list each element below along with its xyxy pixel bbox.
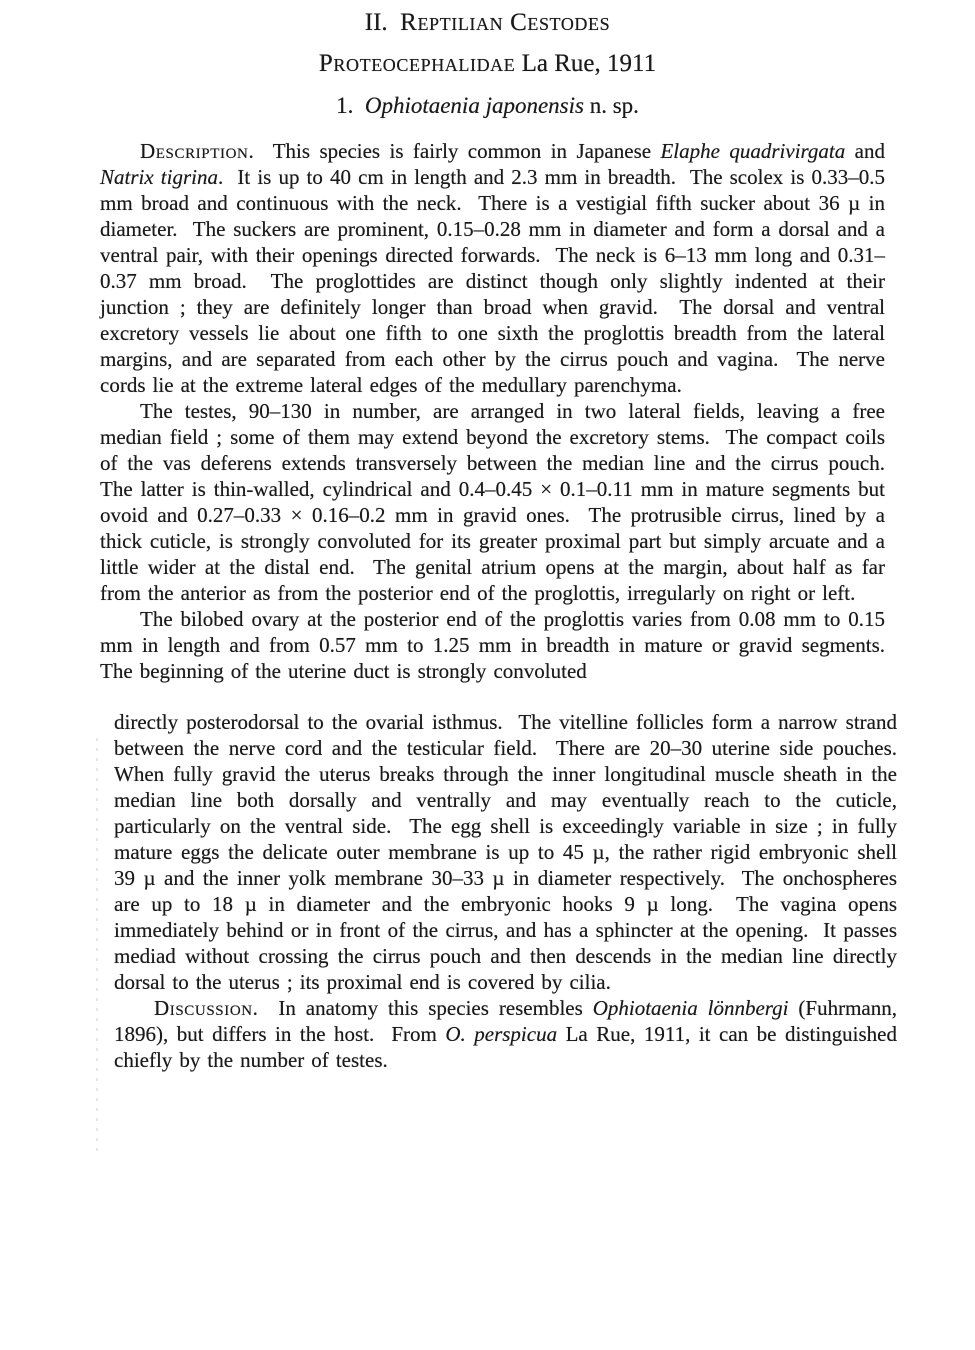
paragraph-ovary: The bilobed ovary at the posterior end of the proglottis varies from 0.08 mm to 0.15 mm in length and from 0.57 mm to 1.25 mm in breadth in mature or gravid segments. The beginning of the uterine duct is strongly convoluted: [100, 607, 900, 683]
text-block-upper: [100, 138, 900, 684]
paragraph-vitelline: directly posterodorsal to the ovarial isthmus. The vitelline follicles form a narrow strand between the nerve cord and the testicular field. There are 20–30 uterine side pouches. When fully gravid the uterus breaks through the inner longitudinal muscle sheath in the median line both dorsally and ventrally and may eventually reach to the cuticle, particularly on the ventral side. The egg shell is exceedingly variable in size ; in fully mature eggs the delicate outer membrane is up to 45 µ, the rather rigid embryonic shell 39 µ and the inner yolk membrane 30–33 µ in diameter respectively. The onchospheres are up to 18 µ in diameter and the embryonic hooks 9 µ long. The vagina opens immediately behind or in front of the cirrus, and has a sphincter at the opening. It passes mediad without crossing the cirrus pouch and then descends in the median line directly dorsal to the uterus ; its proximal end is covered by cilia.: [114, 710, 912, 994]
heading-section: II. Reptilian Cestodes: [364, 9, 611, 36]
heading-family: Proteocephalidae La Rue, 1911: [318, 50, 657, 77]
paragraph-testes: The testes, 90–130 in number, are arranged in two lateral fields, leaving a free median field ; some of them may extend beyond the excretory stems. The compact coils of the vas deferens extends transversely between the median line and the cirrus pouch. The latter is thin-walled, cylindrical and 0.4–0.45 × 0.1–0.11 mm in mature segments but ovoid and 0.27–0.33 × 0.16–0.2 mm in gravid ones. The protrusible cirrus, lined by a thick cuticle, is strongly convoluted for its greater proximal part but simply arcuate and a little wider at the distal end. The genital atrium opens at the margin, about half as far from the anterior as from the posterior end of the proglottis, irregularly on right or left.: [100, 399, 900, 605]
heading-species: 1. Ophiotaenia japonensis n. sp.: [336, 93, 639, 118]
paragraph-description: Description. This species is fairly common in Japanese Elaphe quadrivirgata and Natrix tigrina. It is up to 40 cm in length and 2.3 mm in breadth. The scolex is 0.33–0.5 mm broad and continuous with the neck. There is a vestigial fifth sucker about 36 µ in diameter. The suckers are prominent, 0.15–0.28 mm in diameter and form a dorsal and a ventral pair, with their openings directed forwards. The neck is 6–13 mm long and 0.31–0.37 mm broad. The proglottides are distinct though only slightly indented at their junction ; they are definitely longer than broad when gravid. The dorsal and ventral excretory vessels lie about one fifth to one sixth the proglottis breadth from the lateral margins, and are separated from each other by the cirrus pouch and vagina. The nerve cords lie at the extreme lateral edges of the medullary parenchyma.: [100, 139, 893, 397]
heading-group: [0, 0, 975, 121]
scan-artifact-line: [96, 738, 98, 1158]
paragraph-discussion: Discussion. In anatomy this species resembles Ophiotaenia lönnbergi (Fuhrmann, 1896), but differs in the host. From O. perspicua La Rue, 1911, it can be distinguished chiefly by the number of testes.: [114, 996, 905, 1072]
text-block-lower: [114, 709, 912, 1073]
